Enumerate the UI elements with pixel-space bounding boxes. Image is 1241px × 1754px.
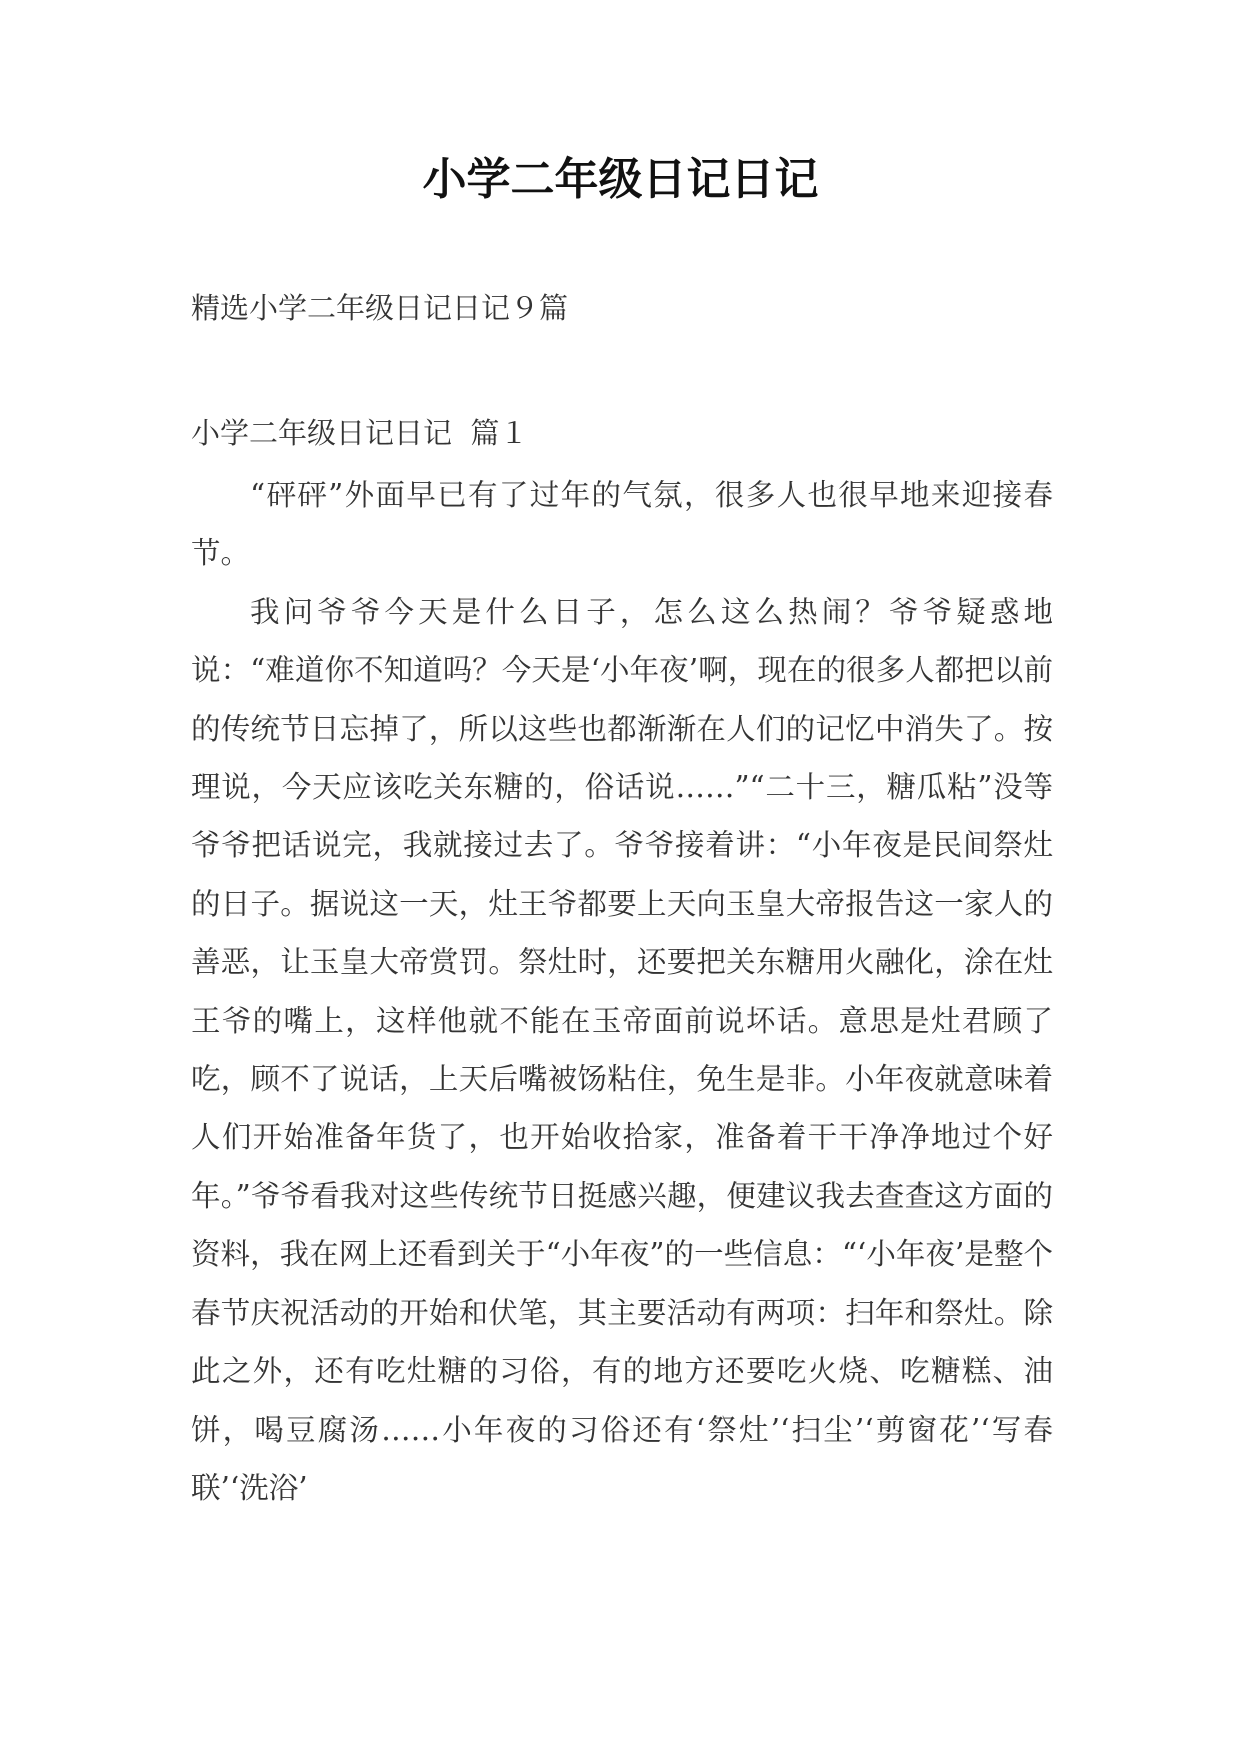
paragraph: “砰砰”外面早已有了过年的气氛，很多人也很早地来迎接春节。 (191, 478, 1053, 571)
document-title: 小学二年级日记日记 (422, 154, 819, 205)
paragraph: 我问爷爷今天是什么日子，怎么这么热闹？爷爷疑惑地说：“难道你不知道吗？今天是‘小年夜’啊，现在的很多人都把以前的传统节日忘掉了，所以这些也都渐渐在人们的记忆中消失了。按理说，今天应该吃关东糖的，俗话说……”“二十三，糖瓜粘”没等爷爷把话说完，我就接过去了。爷爷接着讲：“小年夜是民间祭灶的日子。据说这一天，灶王爷都要上天向玉皇大帝报告这一家人的善恶，让玉皇大帝赏罚。祭灶时，还要把关东糖用火融化，涂在灶王爷的嘴上，这样他就不能在玉帝面前说坏话。意思是灶君顾了吃，顾不了说话，上天后嘴被饧粘住，免生是非。小年夜就意味着人们开始准备年货了，也开始收拾家，准备着干干净净地过个好年。”爷爷看我对这些传统节日挺感兴趣，便建议我去查查这方面的资料，我在网上还看到关于“小年夜”的一些信息：“‘小年夜’是整个春节庆祝活动的开始和伏笔，其主要活动有两项：扫年和祭灶。除此之外，还有吃灶糖的习俗，有的地方还要吃火烧、吃糖糕、油饼，喝豆腐汤……小年夜的习俗还有‘祭灶’‘扫尘’‘剪窗花’‘写春联’‘洗浴’ (191, 594, 1053, 1505)
document-subtitle: 精选小学二年级日记日记９篇 (191, 291, 569, 325)
section-heading: 小学二年级日记日记 篇１ (191, 416, 529, 450)
document-body (191, 466, 1053, 1517)
